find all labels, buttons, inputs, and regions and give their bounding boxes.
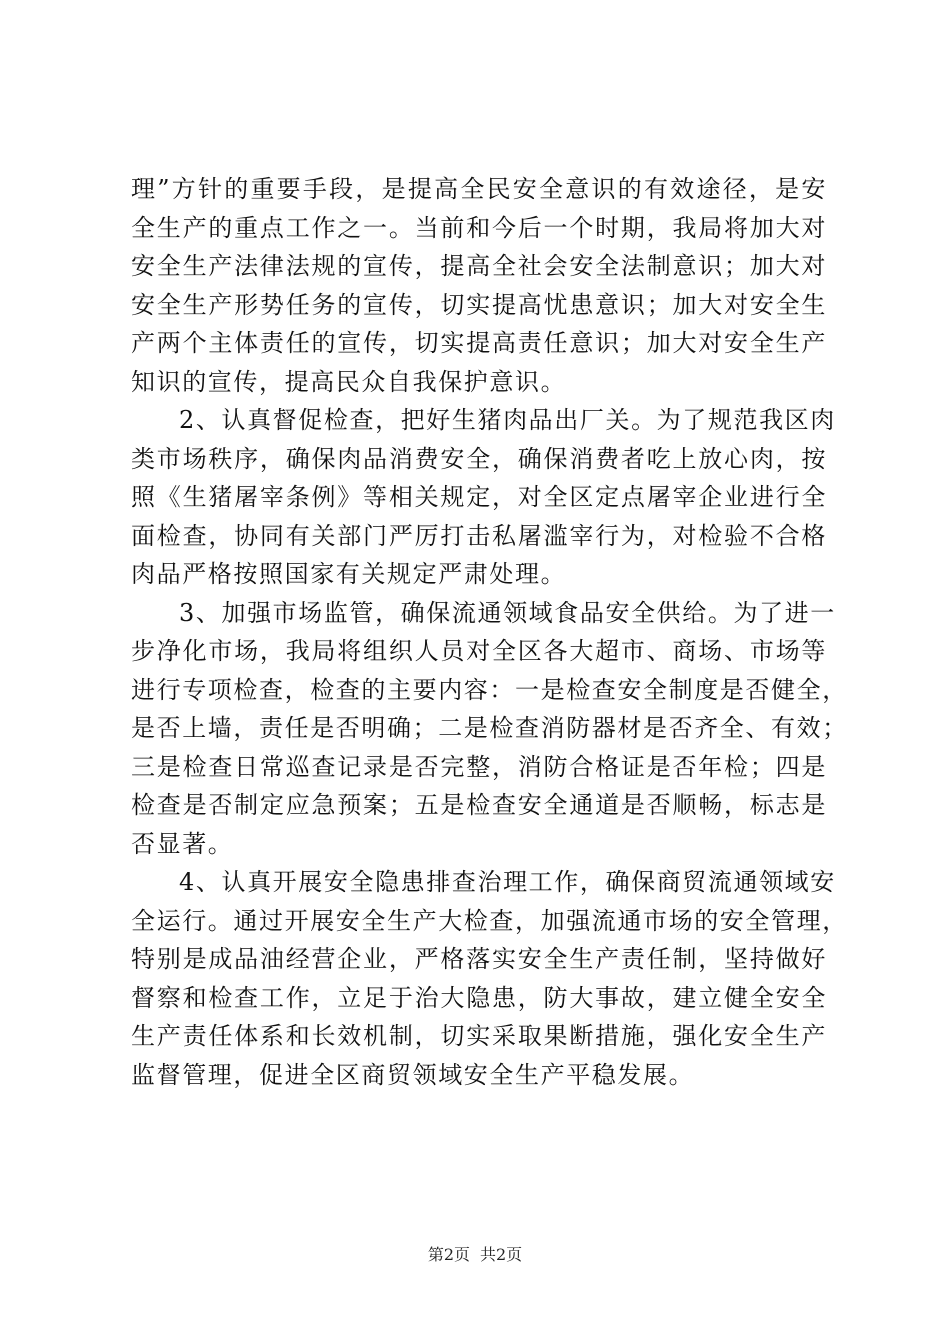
text-line: 检查是否制定应急预案；五是检查安全通道是否顺畅，标志是 bbox=[131, 791, 827, 819]
page-number: 第2页 bbox=[427, 1245, 470, 1264]
document-body bbox=[131, 170, 848, 1094]
text-line: 否显著。 bbox=[131, 829, 234, 858]
text-line: 安全生产法律法规的宣传，提高全社会安全法制意识；加大对 bbox=[131, 252, 827, 280]
text-line: 全运行。通过开展安全生产大检查，加强流通市场的安全管理， bbox=[131, 906, 848, 935]
paragraph-2-first-line: 2、认真督促检查，把好生猪肉品出厂关。为了规范我区肉 bbox=[179, 406, 836, 434]
text-line: 面检查，协同有关部门严厉打击私屠滥宰行为，对检验不合格 bbox=[131, 521, 827, 550]
text-line: 肉品严格按照国家有关规定严肃处理。 bbox=[131, 560, 567, 588]
text-line: 步净化市场，我局将组织人员对全区各大超市、商场、市场等 bbox=[131, 637, 827, 665]
text-line: 照《生猪屠宰条例》等相关规定，对全区定点屠宰企业进行全 bbox=[131, 483, 827, 511]
text-line: 督察和检查工作，立足于治大隐患，防大事故，建立健全安全 bbox=[131, 983, 827, 1012]
text-line: 特别是成品油经营企业，严格落实安全生产责任制，坚持做好 bbox=[131, 945, 827, 973]
paragraph-3-first-line: 3、加强市场监管，确保流通领域食品安全供给。为了进一 bbox=[179, 598, 836, 627]
text-line: 产两个主体责任的宣传，切实提高责任意识；加大对安全生产 bbox=[131, 329, 827, 357]
text-line: 生产责任体系和长效机制，切实采取果断措施，强化安全生产 bbox=[131, 1022, 827, 1050]
text-line: 是否上墙，责任是否明确；二是检查消防器材是否齐全、有效； bbox=[131, 714, 848, 742]
text-line: 安全生产形势任务的宣传，切实提高忧患意识；加大对安全生 bbox=[131, 290, 827, 319]
text-line: 全生产的重点工作之一。当前和今后一个时期，我局将加大对 bbox=[131, 213, 827, 242]
text-line: 进行专项检查，检查的主要内容：一是检查安全制度是否健全， bbox=[131, 675, 848, 704]
text-line: 类市场秩序，确保肉品消费安全，确保消费者吃上放心肉，按 bbox=[131, 444, 827, 473]
paragraph-4-first-line: 4、认真开展安全隐患排查治理工作，确保商贸流通领域安 bbox=[179, 868, 836, 896]
page-footer bbox=[0, 1245, 950, 1265]
text-line: 理”方针的重要手段，是提高全民安全意识的有效途径，是安 bbox=[131, 175, 827, 203]
text-line: 三是检查日常巡查记录是否完整，消防合格证是否年检；四是 bbox=[131, 752, 827, 781]
text-line: 知识的宣传，提高民众自我保护意识。 bbox=[131, 367, 567, 396]
text-line: 监督管理，促进全区商贸领域安全生产平稳发展。 bbox=[131, 1060, 695, 1089]
page-total: 共2页 bbox=[480, 1245, 523, 1264]
